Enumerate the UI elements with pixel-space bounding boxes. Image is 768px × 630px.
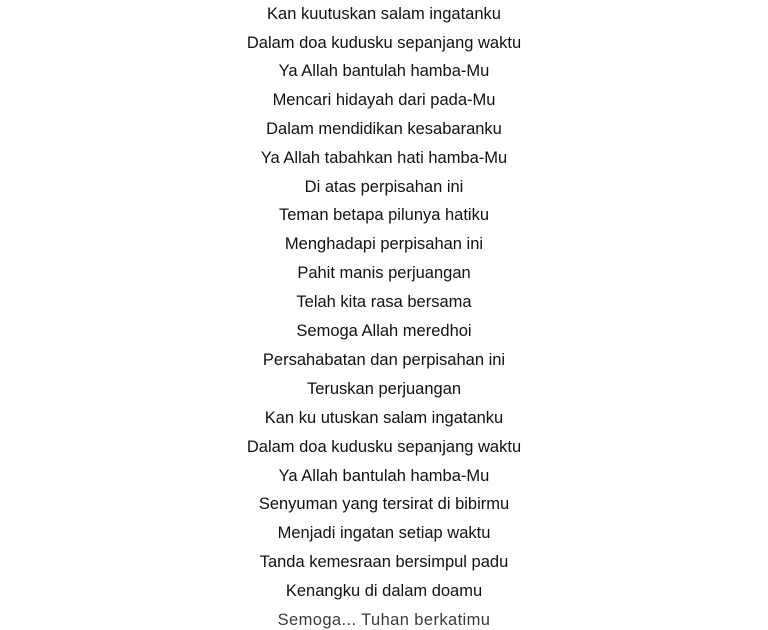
lyric-line: Di atas perpisahan ini (304, 178, 464, 196)
lyric-line-last: Semoga... Tuhan berkatimu (277, 611, 491, 629)
lyric-line: Persahabatan dan perpisahan ini (262, 351, 506, 369)
lyric-line: Menjadi ingatan setiap waktu (277, 524, 491, 542)
lyric-line: Telah kita rasa bersama (296, 293, 472, 311)
lyric-line: Dalam mendidikan kesabaranku (266, 120, 502, 138)
lyric-line: Ya Allah bantulah hamba-Mu (278, 467, 490, 485)
lyric-line: Tanda kemesraan bersimpul padu (259, 553, 509, 571)
lyric-line: Teruskan perjuangan (306, 380, 462, 398)
lyric-line: Kan ku utuskan salam ingatanku (264, 409, 504, 427)
lyric-line: Teman betapa pilunya hatiku (278, 206, 490, 224)
lyric-line: Menghadapi perpisahan ini (284, 235, 484, 253)
lyric-line: Dalam doa kudusku sepanjang waktu (246, 438, 522, 456)
lyric-line: Mencari hidayah dari pada-Mu (272, 91, 496, 109)
lyric-line: Kenangku di dalam doamu (285, 582, 483, 600)
lyric-line: Semoga Allah meredhoi (296, 322, 472, 340)
lyric-line: Dalam doa kudusku sepanjang waktu (246, 34, 522, 52)
lyric-line: Kan kuutuskan salam ingatanku (267, 5, 501, 23)
lyric-line: Senyuman yang tersirat di bibirmu (258, 495, 510, 513)
lyric-line: Pahit manis perjuangan (297, 264, 471, 282)
lyric-line: Ya Allah tabahkan hati hamba-Mu (260, 149, 508, 167)
lyric-line: Ya Allah bantulah hamba-Mu (278, 62, 490, 80)
